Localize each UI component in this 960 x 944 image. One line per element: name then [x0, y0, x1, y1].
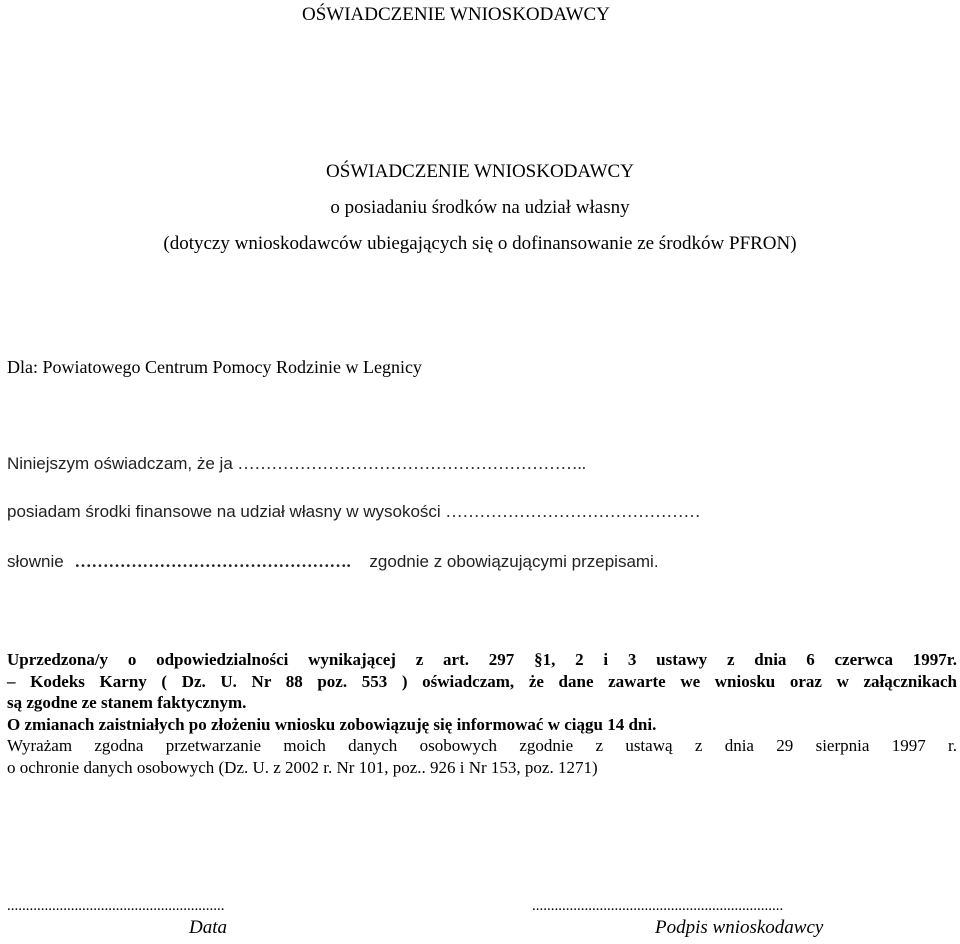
- signature-field[interactable]: ...................................................................: [532, 898, 784, 914]
- declarant-name-line: [7, 454, 586, 474]
- signature-label: Podpis wnioskodawcy: [655, 917, 824, 938]
- legal-line-4: O zmianach zaistniałych po złożeniu wniosku zobowiązuję się informować w ciągu 14 dni.: [7, 714, 657, 734]
- statement-title: OŚWIADCZENIE WNIOSKODAWCY: [326, 161, 634, 182]
- legal-line-1: Uprzedzona/y o odpowiedzialności wynikającej z art. 297 §1, 2 i 3 ustawy z dnia 6 czerwca 1997r.: [7, 650, 957, 669]
- statement-note: (dotyczy wnioskodawców ubiegających się o dofinansowanie ze środków PFRON): [163, 233, 797, 254]
- amount-words-suffix: zgodnie z obowiązującymi przepisami.: [369, 552, 659, 571]
- legal-line-6: o ochronie danych osobowych (Dz. U. z 2002 r. Nr 101, poz.. 926 i Nr 153, poz. 1271): [7, 757, 598, 777]
- amount-field[interactable]: ………………………………………: [445, 502, 701, 521]
- amount-words-field[interactable]: ………………………………………….: [74, 552, 351, 571]
- amount-label: posiadam środki finansowe na udział własny w wysokości: [7, 502, 441, 521]
- date-field[interactable]: ..........................................................: [7, 898, 225, 914]
- legal-paragraph: [7, 649, 957, 778]
- legal-line-5: Wyrażam zgodna przetwarzanie moich danych osobowych zgodnie z ustawą z dnia 29 sierpnia 1997 r.: [7, 736, 957, 755]
- legal-line-2: – Kodeks Karny ( Dz. U. Nr 88 poz. 553 ) oświadczam, że dane zawarte we wniosku oraz w załącznikach: [7, 671, 957, 691]
- date-label: Data: [189, 917, 227, 938]
- declarant-name-label: Niniejszym oświadczam, że ja: [7, 454, 233, 473]
- header-title: OŚWIADCZENIE WNIOSKODAWCY: [302, 4, 610, 25]
- amount-line: [7, 502, 700, 522]
- statement-subtitle: o posiadaniu środków na udział własny: [330, 197, 630, 218]
- legal-line-3: są zgodne ze stanem faktycznym.: [7, 693, 247, 712]
- declarant-name-field[interactable]: ……………………………………………………..: [237, 454, 587, 473]
- amount-words-line: [7, 552, 659, 572]
- recipient-line: Dla: Powiatowego Centrum Pomocy Rodzinie w Legnicy: [7, 357, 422, 377]
- amount-words-label: słownie: [7, 552, 64, 571]
